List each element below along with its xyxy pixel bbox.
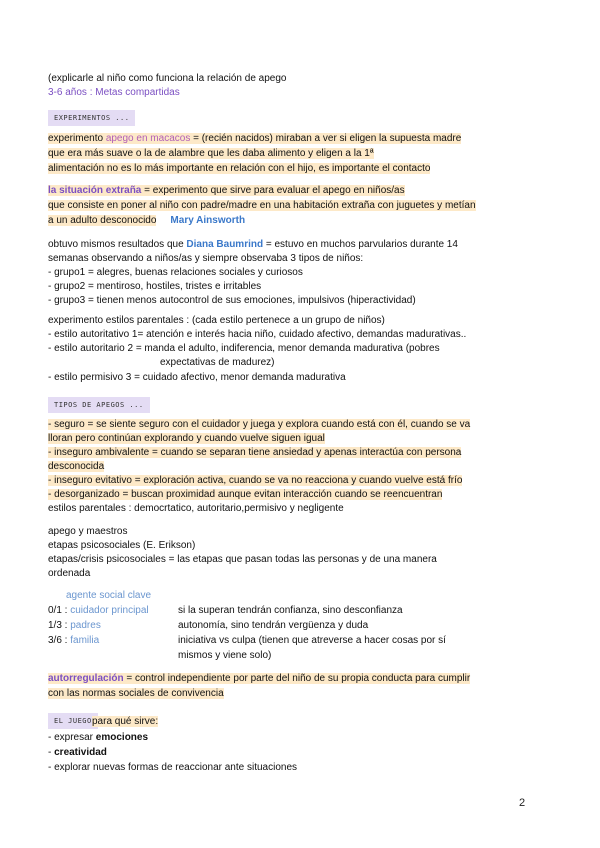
juego-item-creatividad	[48, 746, 107, 759]
etapas-crisis-line: etapas/crisis psicosociales = las etapas que pasan todas las personas y de una manera	[48, 554, 437, 565]
stage-row-desc-cont: mismos y viene solo)	[178, 650, 272, 661]
situacion-text-c: a un adulto desconocido	[48, 215, 157, 226]
diana-baumrind-name: Diana Baumrind	[186, 239, 264, 250]
estilo-permisivo-line: - estilo permisivo 3 = cuidado afectivo, menor demanda madurativa	[48, 372, 346, 383]
juego-item-explorar: - explorar nuevas formas de reaccionar ante situaciones	[48, 762, 298, 773]
estilo-autoritativo-line: - estilo autoritativo 1= atención e interés hacia niño, cuidado afectivo, demandas madurativas..	[48, 329, 467, 340]
evitativo-text: - inseguro evitativo = exploración activa, cuando se va no reacciona y cuando vuelve está frío	[48, 475, 463, 486]
stage-row-age	[48, 604, 149, 617]
seguro-line-1	[48, 418, 470, 431]
baumrind-text-a: obtuvo mismos resultados que	[48, 239, 187, 250]
juego-item-prefix: - expresar	[48, 732, 96, 743]
baumrind-text-b: = estuvo en muchos parvularios durante 14	[263, 239, 458, 250]
macacos-text-c: que era más suave o la de alambre que les daba alimento y eligen a la 1ª	[48, 148, 374, 159]
stage-agent: familia	[70, 635, 100, 646]
ordenada-line: ordenada	[48, 568, 91, 579]
ambivalente-line-1	[48, 446, 461, 459]
autorregulacion-term: autorregulación	[48, 673, 124, 684]
macacos-text-a: experimento	[48, 133, 106, 144]
creatividad-term: creatividad	[54, 747, 107, 758]
seguro-text-b: lloran pero continúan explorando y cuando vuelve siguen igual	[48, 433, 325, 444]
stage-row-age	[48, 619, 101, 632]
ambivalente-text-b: desconocida	[48, 461, 105, 472]
juego-item-emociones	[48, 731, 148, 744]
autorregulacion-line-1	[48, 672, 470, 685]
agente-social-header: agente social clave	[66, 590, 152, 601]
metas-compartidas-line: 3-6 años : Metas compartidas	[48, 87, 180, 98]
baumrind-line-1	[48, 238, 458, 251]
estilo-autoritario-cont: expectativas de madurez)	[160, 357, 275, 368]
stage-agent: padres	[70, 620, 101, 631]
stage-age: 1/3 :	[48, 620, 71, 631]
apego-en-macacos-term: apego en macacos	[105, 133, 191, 144]
grupo3-line: - grupo3 = tienen menos autocontrol de sus emociones, impulsivos (hiperactividad)	[48, 295, 416, 306]
desorganizado-line	[48, 488, 442, 501]
stage-row-desc: iniciativa vs culpa (tienen que atreverse a hacer cosas por sí	[178, 635, 446, 646]
macacos-line-2	[48, 147, 374, 160]
experimentos-tag: EXPERIMENTOS ...	[48, 110, 135, 126]
intro-line: (explicarle al niño como funciona la relación de apego	[48, 73, 287, 84]
stage-row-age	[48, 634, 99, 647]
macacos-text-d: alimentación no es lo más importante en relación con el hijo, es importante el contacto	[48, 163, 431, 174]
etapas-psicosociales-line: etapas psicosociales (E. Erikson)	[48, 540, 196, 551]
seguro-text-a: - seguro = se siente seguro con el cuidador y juega y explora cuando está con él, cuando se va	[48, 419, 471, 430]
mary-ainsworth-name: Mary Ainsworth	[170, 215, 246, 226]
macacos-line-1	[48, 132, 461, 145]
emociones-term: emociones	[95, 732, 149, 743]
situacion-text-a: = experimento que sirve para evaluar el apego en niños/as	[141, 185, 405, 196]
autorregulacion-text-a: = control independiente por parte del niño de su propia conducta para cumplir	[123, 673, 471, 684]
baumrind-line-2: semanas observando a niños/as y siempre observaba 3 tipos de niños:	[48, 253, 364, 264]
stage-row-desc: autonomía, sino tendrán vergüenza y duda	[178, 620, 369, 631]
estilos-parentales-line: estilos parentales : democrtatico, autoritario,permisivo y negligente	[48, 503, 344, 514]
autorregulacion-text-b: con las normas sociales de convivencia	[48, 688, 224, 699]
autorregulacion-line-2	[48, 687, 224, 700]
situacion-extrana-term: la situación extraña	[48, 185, 142, 196]
situacion-line-2	[48, 199, 476, 212]
situacion-text-b: que consiste en poner al niño con padre/madre en una habitación extraña con juguetes y metían	[48, 200, 476, 211]
ambivalente-text-a: - inseguro ambivalente = cuando se separan tiene ansiedad y apenas interactúa con persona	[48, 447, 462, 458]
macacos-text-b: = (recién nacidos) miraban a ver si eligen la supuesta madre	[190, 133, 462, 144]
evitativo-line	[48, 474, 462, 487]
situacion-line-3	[48, 214, 245, 227]
stage-age: 3/6 :	[48, 635, 71, 646]
desorganizado-text: - desorganizado = buscan proximidad aunque evitan interacción cuando se reencuentran	[48, 489, 443, 500]
situacion-line-1	[48, 184, 405, 197]
ambivalente-line-2	[48, 460, 104, 473]
grupo2-line: - grupo2 = mentiroso, hostiles, tristes e irritables	[48, 281, 262, 292]
page-number: 2	[519, 797, 526, 809]
stage-agent: cuidador principal	[70, 605, 149, 616]
seguro-line-2	[48, 432, 325, 445]
grupo1-line: - grupo1 = alegres, buenas relaciones sociales y curiosos	[48, 267, 303, 278]
stage-row-desc: si la superan tendrán confianza, sino desconfianza	[178, 605, 403, 616]
stage-age: 0/1 :	[48, 605, 71, 616]
apego-maestros-line: apego y maestros	[48, 526, 128, 537]
estilo-autoritario-line: - estilo autoritario 2 = manda el adulto, indiferencia, menor demanda madurativa (pobres	[48, 343, 440, 354]
estilos-header-line: experimento estilos parentales : (cada estilo pertenece a un grupo de niños)	[48, 315, 385, 326]
macacos-line-3	[48, 162, 430, 175]
el-juego-tag: EL JUEGO	[48, 713, 98, 729]
para-que-sirve-text: para qué sirve:	[92, 716, 159, 727]
tipos-de-apegos-tag: TIPOS DE APEGOS ...	[48, 397, 150, 413]
juego-item-prefix: -	[48, 747, 55, 758]
para-que-sirve-label	[92, 715, 158, 728]
